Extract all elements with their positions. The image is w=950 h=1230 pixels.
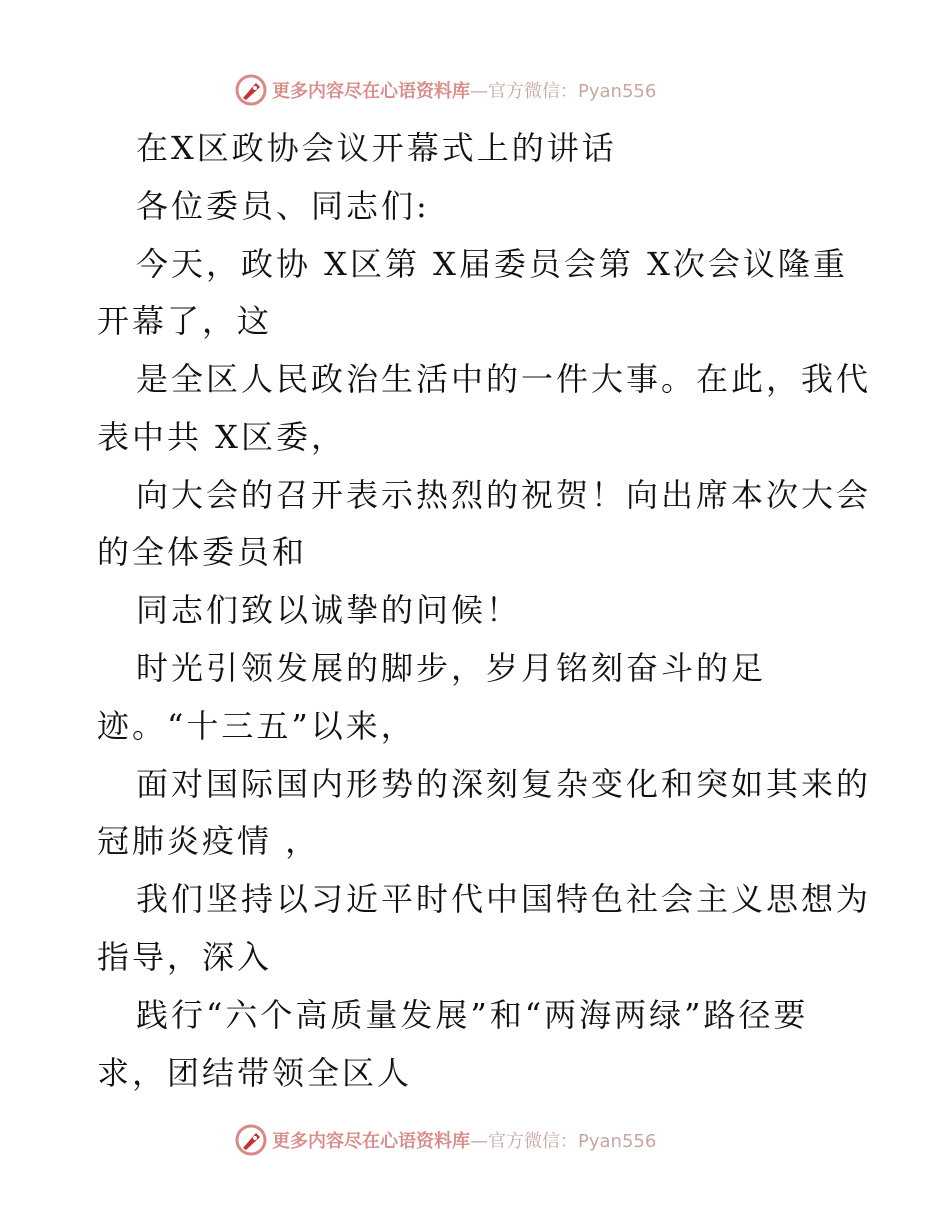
pen-nib-circle-icon <box>234 1123 268 1157</box>
watermark-header <box>234 73 656 107</box>
text-line: 迹。“十三五”以来， <box>97 707 416 745</box>
text-line: 冠肺炎疫情 ， <box>97 822 321 860</box>
text-line: 向大会的召开表示热烈的祝贺！向出席本次大会 <box>136 476 872 514</box>
watermark-tail: —官方微信：Pyan556 <box>470 1131 657 1152</box>
watermark-lead: 更多内容尽在心语资料库 <box>272 1131 470 1152</box>
text-line: 践行“六个高质量发展”和“两海两绿”路径要 <box>136 996 809 1034</box>
document-title: 在X区政协会议开幕式上的讲话 <box>136 129 617 167</box>
text-line: 开幕了，这 <box>97 302 273 340</box>
text-line: 指导，深入 <box>97 938 273 976</box>
pen-nib-circle-icon <box>234 73 268 107</box>
watermark-lead: 更多内容尽在心语资料库 <box>272 81 470 102</box>
text-line: 今天，政协 X区第 X届委员会第 X次会议隆重 <box>136 245 848 283</box>
salutation: 各位委员、同志们: <box>136 187 430 225</box>
watermark-tail: —官方微信：Pyan556 <box>470 81 657 102</box>
text-line: 时光引领发展的脚步，岁月铭刻奋斗的足 <box>136 649 767 687</box>
text-line: 的全体委员和 <box>97 533 308 571</box>
text-line: 表中共 X区委， <box>97 418 346 456</box>
text-line: 面对国际国内形势的深刻复杂变化和突如其来的 <box>136 765 872 803</box>
text-line: 我们坚持以习近平时代中国特色社会主义思想为 <box>136 880 872 918</box>
text-line: 同志们致以诚挚的问候！ <box>136 591 522 629</box>
text-line: 求，团结带领全区人 <box>97 1054 413 1092</box>
text-line: 是全区人民政治生活中的一件大事。在此，我代 <box>136 360 872 398</box>
watermark-footer <box>234 1123 656 1157</box>
